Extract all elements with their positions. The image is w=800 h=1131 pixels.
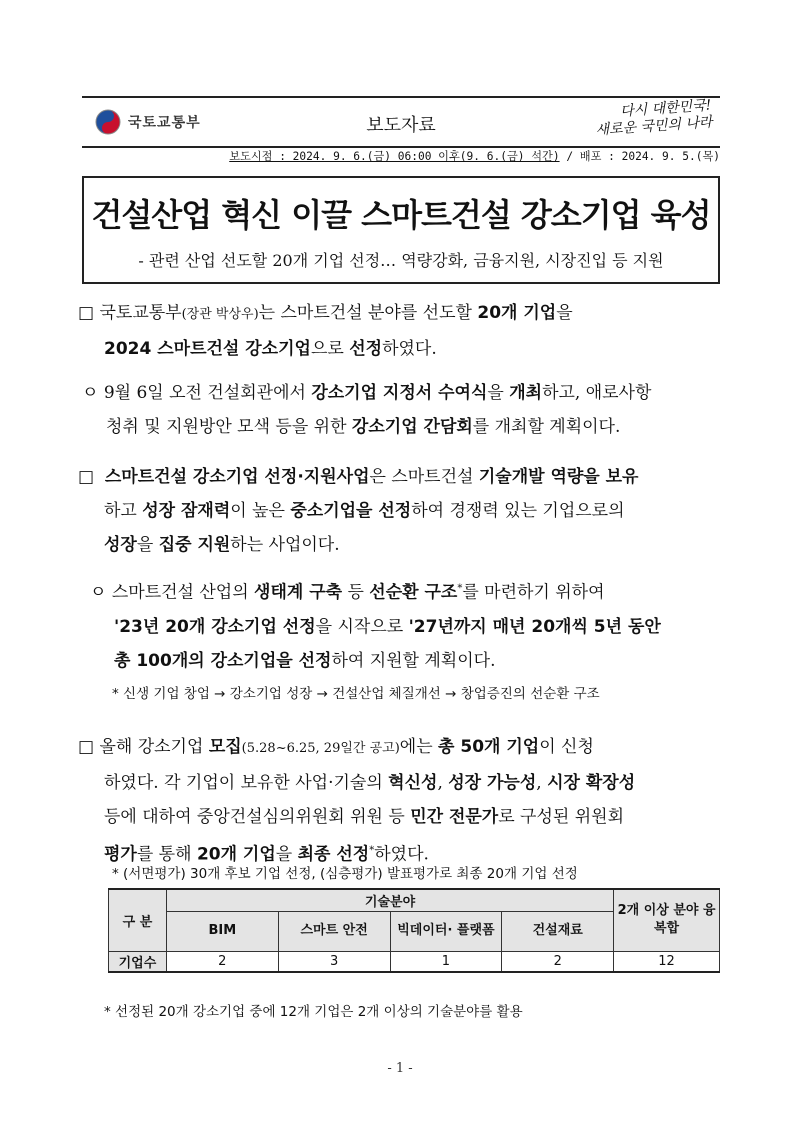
- table-col-header: 빅데이터· 플랫폼: [390, 911, 502, 951]
- main-title: 건설산업 혁신 이끌 스마트건설 강소기업 육성: [91, 196, 711, 234]
- table-row: [109, 951, 720, 972]
- paragraph-2: [82, 376, 651, 444]
- paragraph-4-line-3: 총 100개의 강소기업을 선정하여 지원할 계획이다.: [114, 650, 496, 671]
- distribution-date: 배포 : 2024. 9. 5.(목): [579, 150, 720, 163]
- table-col-header: 스마트 안전: [278, 911, 390, 951]
- press-header: [82, 96, 720, 148]
- paragraph-5-line-4: 평가를 통해 20개 기업을 최종 선정*하였다.: [104, 844, 429, 865]
- release-info: [82, 148, 720, 164]
- paragraph-1-line-1: □ 국토교통부(장관 박상우)는 스마트건설 분야를 선도할 20개 기업을: [78, 303, 573, 323]
- slogan-line-1: 다시 대한민국!: [619, 97, 712, 120]
- paragraph-3: [78, 460, 638, 562]
- paragraph-1: [78, 296, 573, 366]
- slogan-line-2: 새로운 국민의 나라: [595, 114, 713, 139]
- paragraph-5-line-2: 하였다. 각 기업이 보유한 사업·기술의 혁신성, 성장 가능성, 시장 확장성: [104, 773, 636, 793]
- embargo-time: 보도시점 : 2024. 9. 6.(금) 06:00 이후(9. 6.(금) 석간): [229, 150, 560, 163]
- document-type: 보도자료: [366, 115, 436, 136]
- release-separator: /: [559, 150, 580, 163]
- paragraph-5: [78, 730, 635, 872]
- table-col-header: 건설재료: [502, 911, 614, 951]
- page-number: - 1 -: [387, 1061, 413, 1076]
- footnote-3: * 선정된 20개 강소기업 중에 12개 기업은 2개 이상의 기술분야를 활용: [104, 1004, 523, 1020]
- paragraph-4-line-2: '23년 20개 강소기업 선정을 시작으로 '27년까지 매년 20개씩 5년 동안: [114, 616, 661, 637]
- paragraph-3-line-1: □ 스마트건설 강소기업 선정·지원사업은 스마트건설 기술개발 역량을 보유: [78, 467, 639, 487]
- paragraph-4-line-1: ㅇ 스마트건설 산업의 생태계 구축 등 선순환 구조*를 마련하기 위하여: [90, 582, 605, 603]
- table-cell: 1: [390, 951, 502, 972]
- paragraph-5-line-3: 등에 대하여 중앙건설심의위원회 위원 등 민간 전문가로 구성된 위원회: [104, 807, 624, 827]
- paragraph-1-line-2: 2024 스마트건설 강소기업으로 선정하였다.: [104, 339, 437, 359]
- table-col-header: BIM: [166, 911, 278, 951]
- table-cell: 2: [502, 951, 614, 972]
- sub-title: - 관련 산업 선도할 20개 기업 선정… 역량강화, 금융지원, 시장진입 등 지원: [138, 251, 664, 270]
- table-cell: 3: [278, 951, 390, 972]
- paragraph-3-line-3: 성장을 집중 지원하는 사업이다.: [104, 535, 340, 555]
- table-group-header: 기술분야: [166, 889, 613, 911]
- paragraph-2-line-1: ㅇ 9월 6일 오전 건설회관에서 강소기업 지정서 수여식을 개최하고, 애로사항: [82, 383, 652, 403]
- table-row-label: 기업수: [109, 951, 167, 972]
- paragraph-4: [90, 572, 661, 678]
- table-cell: 2: [166, 951, 278, 972]
- paragraph-3-line-2: 하고 성장 잠재력이 높은 중소기업을 선정하여 경쟁력 있는 기업으로의: [104, 501, 625, 521]
- table-corner-header: 구 분: [109, 889, 167, 951]
- ministry-name: 국토교통부: [128, 115, 201, 131]
- footnote-2: * (서면평가) 30개 후보 기업 선정, (심층평가) 발표평가로 최종 20개 기업 선정: [112, 866, 578, 882]
- footnote-1: * 신생 기업 창업 → 강소기업 성장 → 건설산업 체질개선 → 창업증진의 선순환 구조: [112, 686, 600, 702]
- paragraph-2-line-2: 청취 및 지원방안 모색 등을 위한 강소기업 간담회를 개최할 계획이다.: [106, 417, 621, 437]
- table-multi-header: 2개 이상 분야 융복합: [614, 889, 720, 951]
- title-box: [82, 176, 720, 284]
- selection-table: [108, 888, 720, 973]
- paragraph-5-line-1: □ 올해 강소기업 모집(5.28~6.25, 29일간 공고)에는 총 50개 기업이 신청: [78, 737, 594, 757]
- table-cell: 12: [614, 951, 720, 972]
